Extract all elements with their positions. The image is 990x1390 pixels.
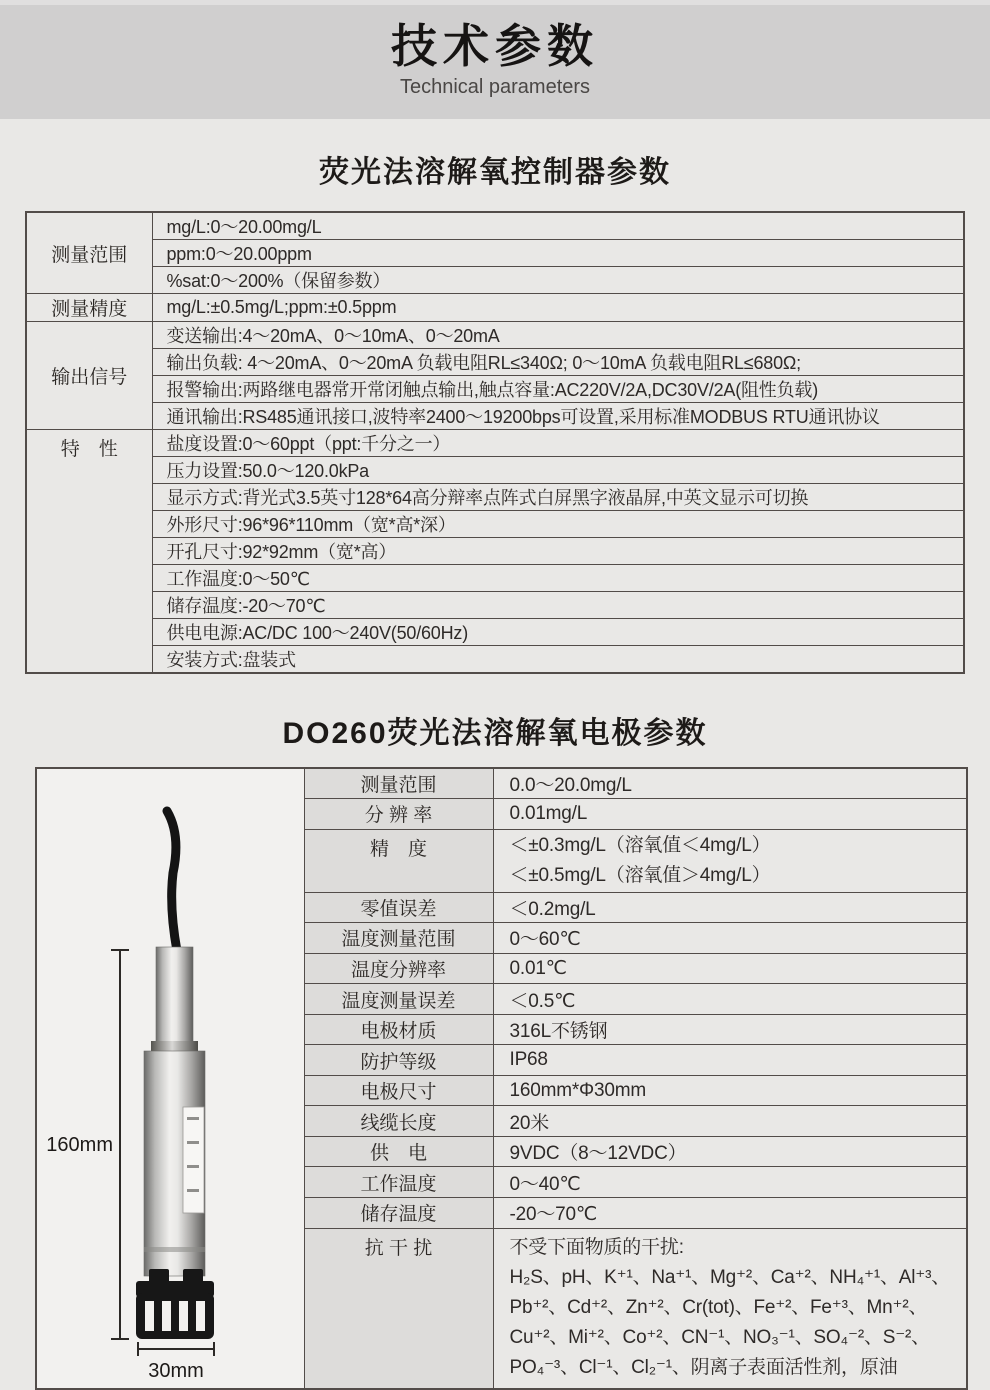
probe-image-cell xyxy=(36,768,304,1389)
param-value: 报警输出:两路继电器常开常闭触点输出,触点容量:AC220V/2A,DC30V/2A(阻性负载) xyxy=(152,376,964,403)
param-label: 零值误差 xyxy=(304,892,493,923)
param-value: 160mm*Φ30mm xyxy=(493,1075,967,1106)
table-row xyxy=(26,538,964,565)
param-label: 电极尺寸 xyxy=(304,1075,493,1106)
table-row xyxy=(26,376,964,403)
table-row xyxy=(26,403,964,430)
param-label: 温度测量误差 xyxy=(304,984,493,1015)
param-value: mg/L:±0.5mg/L;ppm:±0.5ppm xyxy=(152,294,964,322)
height-dimension-line xyxy=(111,950,129,1339)
table-row xyxy=(26,619,964,646)
probe-cage xyxy=(136,1269,214,1339)
height-dimension-label: 160mm xyxy=(46,1134,113,1156)
param-value-line: ＜±0.3mg/L（溶氧值＜4mg/L） xyxy=(509,834,771,856)
table-row xyxy=(26,430,964,457)
probe-neck xyxy=(156,947,193,1047)
param-label: 线缆长度 xyxy=(304,1106,493,1137)
table-row xyxy=(26,511,964,538)
param-label: 供 电 xyxy=(304,1136,493,1167)
param-value: 0～60℃ xyxy=(493,923,967,954)
param-value: 工作温度:0～50℃ xyxy=(152,565,964,592)
param-label: 抗 干 扰 xyxy=(304,1228,493,1389)
param-label: 温度测量范围 xyxy=(304,923,493,954)
param-label: 工作温度 xyxy=(304,1167,493,1198)
page-title: 技术参数 xyxy=(391,20,599,72)
table-row xyxy=(26,240,964,267)
param-value: 盐度设置:0～60ppt（ppt:千分之一） xyxy=(152,430,964,457)
param-value: IP68 xyxy=(493,1045,967,1076)
probe-collar xyxy=(151,1041,198,1051)
param-label: 防护等级 xyxy=(304,1045,493,1076)
probe-sticker xyxy=(183,1107,204,1213)
table-row xyxy=(26,267,964,294)
table-row xyxy=(26,322,964,349)
param-label: 分 辨 率 xyxy=(304,799,493,830)
param-label: 测量范围 xyxy=(304,768,493,799)
param-value: 0.01℃ xyxy=(493,953,967,984)
probe-seam xyxy=(144,1247,205,1252)
controller-section-title: 荧光法溶解氧控制器参数 xyxy=(319,156,671,189)
param-value: 20米 xyxy=(493,1106,967,1137)
param-value: mg/L:0～20.00mg/L xyxy=(152,212,964,240)
probe-image xyxy=(37,769,303,1388)
page-subtitle: Technical parameters xyxy=(399,76,591,99)
table-row xyxy=(26,349,964,376)
table-row xyxy=(36,768,967,799)
param-label: 测量精度 xyxy=(26,294,152,322)
param-label: 精 度 xyxy=(304,829,493,892)
param-label: 特 性 xyxy=(26,430,152,674)
param-value: -20～70℃ xyxy=(493,1197,967,1228)
param-value-line: PO₄⁻³、Cl⁻¹、Cl₂⁻¹、阴离子表面活性剂，原油 xyxy=(509,1357,898,1379)
param-value: 9VDC（8～12VDC） xyxy=(493,1136,967,1167)
electrode-section-title: DO260荧光法溶解氧电极参数 xyxy=(282,717,708,750)
param-value xyxy=(493,829,967,892)
param-value: 供电电源:AC/DC 100～240V(50/60Hz) xyxy=(152,619,964,646)
param-value: 0.0～20.0mg/L xyxy=(493,768,967,799)
param-value: 外形尺寸:96*96*110mm（宽*高*深） xyxy=(152,511,964,538)
electrode-parameters-table xyxy=(35,767,968,1390)
param-value: ＜0.5℃ xyxy=(493,984,967,1015)
probe-cable-icon xyxy=(167,811,177,951)
table-row xyxy=(26,484,964,511)
param-label: 储存温度 xyxy=(304,1197,493,1228)
param-value: 储存温度:-20～70℃ xyxy=(152,592,964,619)
param-value: 显示方式:背光式3.5英寸128*64高分辩率点阵式白屏黑字液晶屏,中英文显示可切换 xyxy=(152,484,964,511)
param-value-line: 不受下面物质的干扰: xyxy=(509,1237,684,1259)
table-row xyxy=(26,294,964,322)
param-label: 电极材质 xyxy=(304,1014,493,1045)
param-value: 输出负载: 4～20mA、0～20mA 负载电阻RL≤340Ω; 0～10mA 负载电阻RL≤680Ω; xyxy=(152,349,964,376)
param-label: 测量范围 xyxy=(26,212,152,294)
table-row xyxy=(26,646,964,674)
width-dimension-line xyxy=(138,1342,214,1356)
param-value-line: H₂S、pH、K⁺¹、Na⁺¹、Mg⁺²、Ca⁺²、NH₄⁺¹、Al⁺³、 xyxy=(509,1267,951,1289)
table-row xyxy=(26,565,964,592)
page-header xyxy=(0,5,990,119)
param-value: 开孔尺寸:92*92mm（宽*高） xyxy=(152,538,964,565)
param-value: 通讯输出:RS485通讯接口,波特率2400～19200bps可设置,采用标准MODBUS RTU通讯协议 xyxy=(152,403,964,430)
param-value-line: ＜±0.5mg/L（溶氧值＞4mg/L） xyxy=(509,864,771,886)
table-row xyxy=(26,457,964,484)
param-value-line: Cu⁺²、Mi⁺²、Co⁺²、CN⁻¹、NO₃⁻¹、SO₄⁻²、S⁻²、 xyxy=(509,1327,930,1349)
table-row xyxy=(26,212,964,240)
param-value: ppm:0～20.00ppm xyxy=(152,240,964,267)
param-value: 压力设置:50.0～120.0kPa xyxy=(152,457,964,484)
table-row xyxy=(26,592,964,619)
param-value-line: Pb⁺²、Cd⁺²、Zn⁺²、Cr(tot)、Fe⁺²、Fe⁺³、Mn⁺²、 xyxy=(509,1297,928,1319)
param-label: 输出信号 xyxy=(26,322,152,430)
param-value: 变送输出:4～20mA、0～10mA、0～20mA xyxy=(152,322,964,349)
param-value: ＜0.2mg/L xyxy=(493,892,967,923)
param-label: 温度分辨率 xyxy=(304,953,493,984)
param-value: %sat:0～200%（保留参数） xyxy=(152,267,964,294)
param-value: 0.01mg/L xyxy=(493,799,967,830)
param-value: 316L不锈钢 xyxy=(493,1014,967,1045)
param-value xyxy=(493,1228,967,1389)
param-value: 0～40℃ xyxy=(493,1167,967,1198)
controller-parameters-table xyxy=(25,211,965,674)
width-dimension-label: 30mm xyxy=(148,1360,204,1382)
param-value: 安装方式:盘装式 xyxy=(152,646,964,674)
